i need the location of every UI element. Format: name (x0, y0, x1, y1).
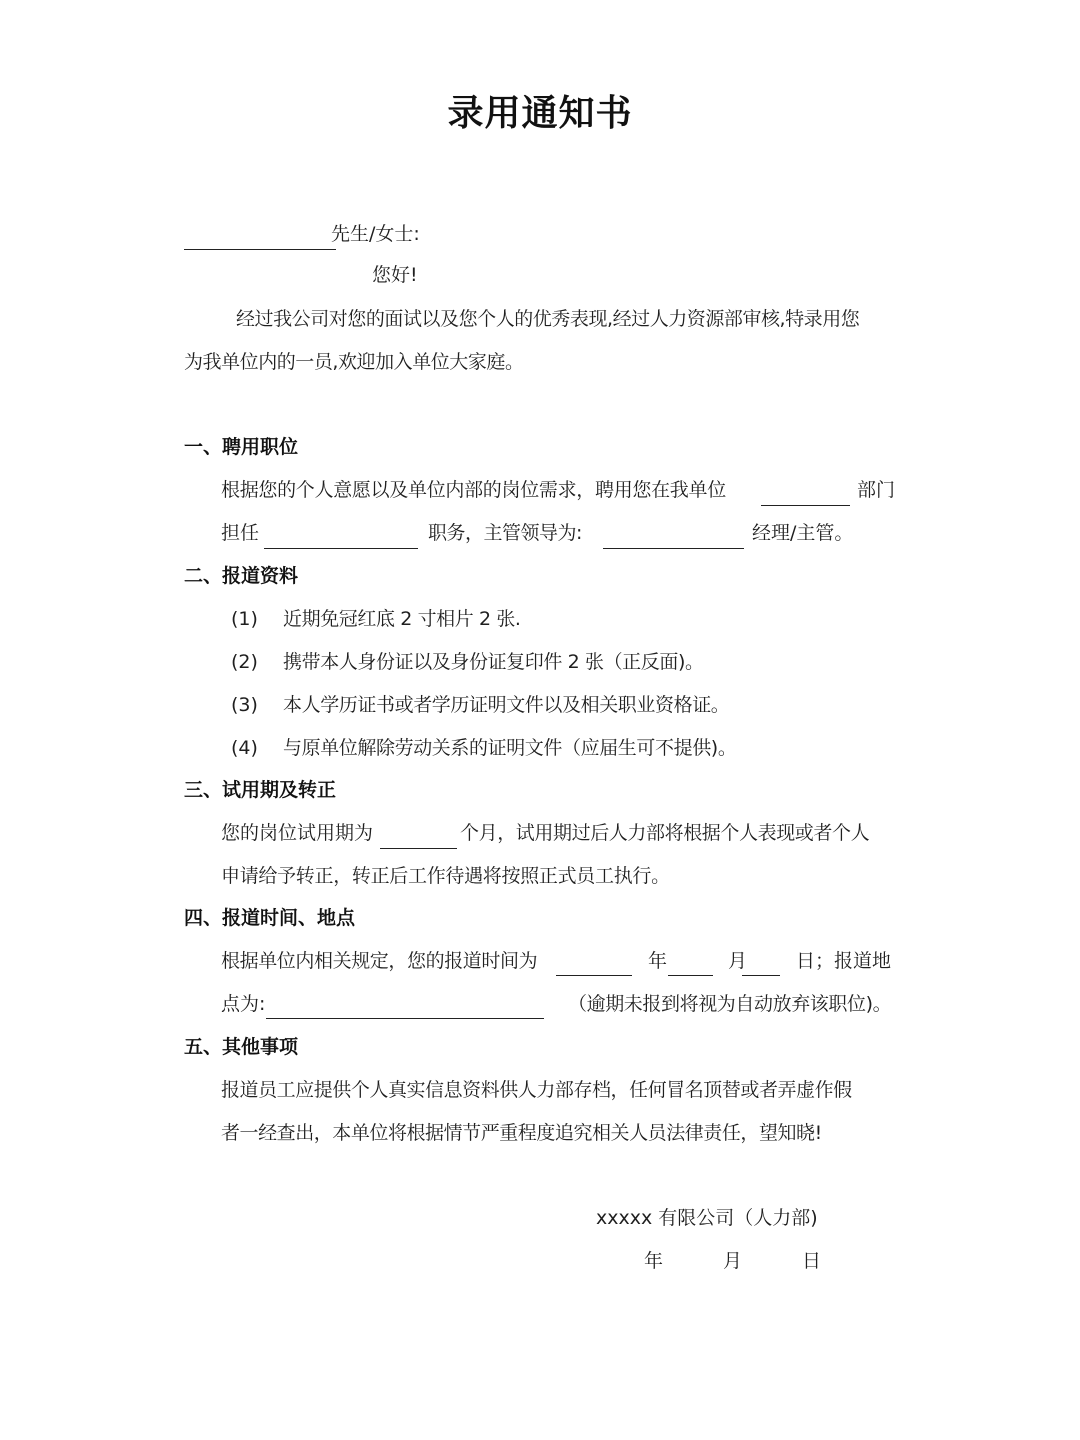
report-line-2-prefix: 点为: (221, 993, 266, 1015)
department-label: 部门 (857, 479, 896, 501)
name-blank (184, 249, 336, 250)
probation-line-1-prefix: 您的岗位试用期为 (221, 822, 374, 844)
position-line-2-suffix: 经理/主管。 (752, 522, 854, 544)
signature-month: 月 (723, 1250, 743, 1272)
report-location-blank (266, 1018, 544, 1019)
position-line-2-mid: 职务，主管领导为: (428, 522, 582, 544)
material-item-4-text: 与原单位解除劳动关系的证明文件（应届生可不提供)。 (283, 737, 737, 759)
other-line-1: 报道员工应提供个人真实信息资料供人力部存档，任何冒名顶替或者弄虚作假 (221, 1079, 852, 1101)
material-item-3-text: 本人学历证书或者学历证明文件以及相关职业资格证。 (283, 694, 730, 716)
department-blank (761, 505, 850, 506)
material-item-4-num: (4) (231, 737, 258, 759)
material-item-1-text: 近期免冠红底 2 寸相片 2 张. (283, 608, 521, 630)
report-line-2-suffix: （逾期未报到将视为自动放弃该职位)。 (568, 993, 892, 1015)
report-month-label: 月 (728, 950, 748, 972)
material-item-2-text: 携带本人身份证以及身份证复印件 2 张（正反面)。 (283, 651, 704, 673)
report-line-1-prefix: 根据单位内相关规定，您的报道时间为 (221, 950, 538, 972)
signature-day: 日 (802, 1250, 822, 1272)
probation-months-blank (380, 848, 457, 849)
material-item-2-num: (2) (231, 651, 258, 673)
report-year-label: 年 (648, 950, 668, 972)
section-heading-report-time: 四、报道时间、地点 (184, 907, 356, 929)
job-title-blank (264, 548, 418, 549)
section-heading-materials: 二、报道资料 (184, 565, 299, 587)
section-heading-other: 五、其他事项 (184, 1036, 299, 1058)
salutation: 先生/女士: (331, 223, 420, 245)
probation-line-2: 申请给予转正，转正后工作待遇将按照正式员工执行。 (221, 865, 670, 887)
position-line-2-prefix: 担任 (221, 522, 260, 544)
intro-line-2: 为我单位内的一员,欢迎加入单位大家庭。 (184, 351, 524, 373)
signature-year: 年 (644, 1250, 664, 1272)
material-item-3-num: (3) (231, 694, 258, 716)
intro-line-1: 经过我公司对您的面试以及您个人的优秀表现,经过人力资源部审核,特录用您 (236, 308, 860, 330)
other-line-2: 者一经查出，本单位将根据情节严重程度追究相关人员法律责任，望知晓! (221, 1122, 822, 1144)
section-heading-probation: 三、试用期及转正 (184, 779, 337, 801)
section-heading-position: 一、聘用职位 (184, 436, 299, 458)
report-line-1-suffix: 日；报道地 (796, 950, 892, 972)
report-day-blank (742, 975, 780, 976)
signature-company: xxxxx 有限公司（人力部) (596, 1207, 818, 1229)
position-line-1: 根据您的个人意愿以及单位内部的岗位需求，聘用您在我单位 (221, 479, 726, 501)
report-year-blank (556, 975, 632, 976)
material-item-1-num: (1) (231, 608, 258, 630)
document-title: 录用通知书 (447, 93, 633, 134)
supervisor-blank (603, 548, 744, 549)
greeting: 您好! (372, 264, 418, 286)
report-month-blank (668, 975, 713, 976)
probation-line-1-suffix: 个月，试用期过后人力部将根据个人表现或者个人 (460, 822, 870, 844)
